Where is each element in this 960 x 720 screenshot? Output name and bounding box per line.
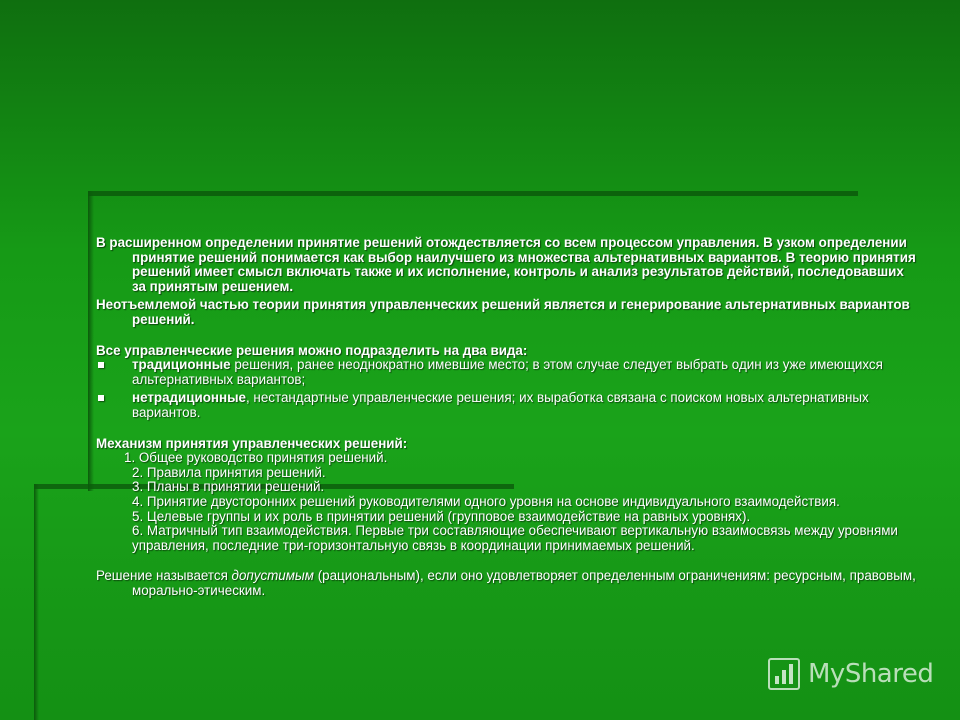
paragraph-admissible-decision [96, 569, 916, 598]
slide-content [96, 236, 916, 598]
square-bullet-icon [98, 395, 104, 401]
watermark [768, 652, 943, 696]
mechanism-step: 5. Целевые группы и их роль в принятии решений (групповое взаимодействие на равных уровнях). [132, 508, 751, 524]
list-item [96, 358, 916, 387]
kind-description: , нестандартные управленческие решения; их выработка связана с поиском новых альтернативных вариантов. [132, 390, 869, 420]
kind-description: решения, ранее неоднократно имевшие место; в этом случае следует выбрать один из уже имеющихся альтернативных вариантов; [132, 357, 883, 387]
frame-left-line [88, 191, 94, 491]
list-item [96, 391, 916, 420]
square-bullet-icon [98, 362, 104, 368]
kind-term: нетрадиционные [132, 390, 246, 406]
mechanism-step: 1. Общее руководство принятия решений. [124, 450, 388, 466]
paragraph-alternatives: Неотъемлемой частью теории принятия управленческих решений является и генерирование альтернативных вариантов решений. [96, 297, 910, 327]
definition-after: (рациональным), если оно удовлетворяет определенным ограничениям: ресурсным, правовым, морально-этическим. [132, 568, 916, 598]
paragraph-broad-definition: В расширенном определении принятие решений отождествляется со всем процессом управления. В узком определении принятие решений понимается как выбор наилучшего из множества альтернативных вариантов. В теорию принятия решений имеет смысл включать также и их исполнение, контроль и анализ результатов действий, последовавших за принятым решением. [96, 235, 916, 294]
mechanism-heading: Механизм принятия управленческих решений: [96, 435, 408, 451]
definition-term: допустимым [231, 568, 314, 584]
mechanism-step: 3. Планы в принятии решений. [132, 479, 325, 495]
mechanism-step: 4. Принятие двусторонних решений руководителями одного уровня на основе индивидуального взаимодействия. [132, 493, 840, 509]
mechanism-step: 6. Матричный тип взаимодействия. Первые три составляющие обеспечивают вертикальную взаимосвязь между уровнями управления, последние три-горизонтальную связь в координации принимаемых решений. [132, 523, 898, 553]
chart-bars-icon [768, 658, 800, 690]
mechanism-steps [96, 451, 916, 553]
frame-top-line [88, 191, 858, 196]
mechanism-step: 2. Правила принятия решений. [132, 464, 326, 480]
definition-before: Решение называется [96, 568, 232, 584]
kinds-heading: Все управленческие решения можно подразделить на два вида: [96, 342, 528, 358]
kinds-list [96, 358, 916, 420]
watermark-text: MyShared [808, 659, 934, 689]
kind-term: традиционные [132, 357, 231, 373]
frame-mid-left-line [34, 484, 39, 720]
